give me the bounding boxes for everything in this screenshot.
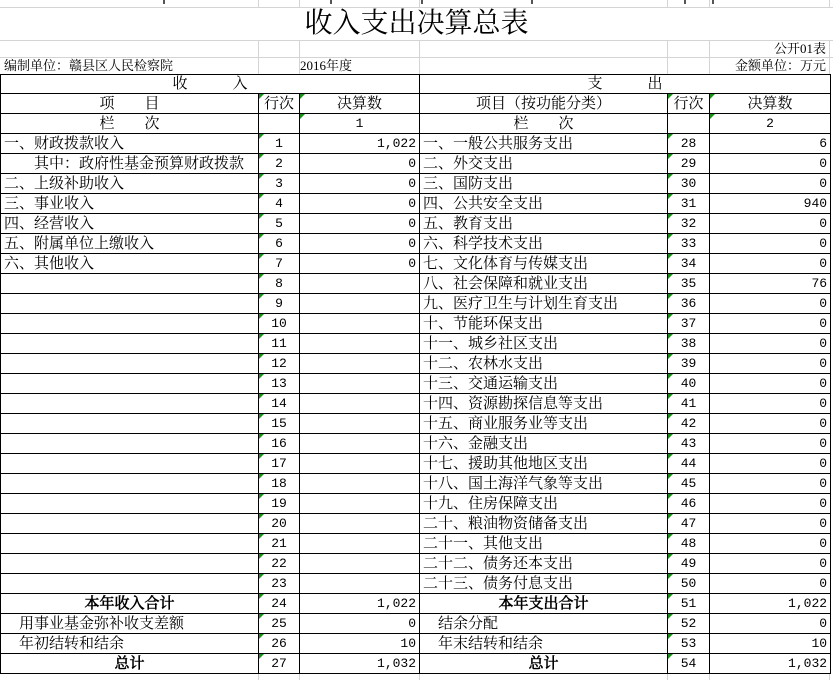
income-total-amount[interactable]: 1,032: [300, 654, 420, 674]
expenditure-amount-cell[interactable]: 0: [710, 494, 831, 514]
income-row-number-cell[interactable]: 16: [259, 434, 300, 454]
income-amount-cell[interactable]: 0: [300, 254, 420, 274]
income-amount-cell[interactable]: [300, 314, 420, 334]
income-amount-cell[interactable]: [300, 294, 420, 314]
expenditure-amount-cell[interactable]: 10: [710, 634, 831, 654]
expenditure-row-number-cell[interactable]: 32: [668, 214, 710, 234]
income-amount-cell[interactable]: 10: [300, 634, 420, 654]
expenditure-row-number-cell[interactable]: 31: [668, 194, 710, 214]
income-item-cell[interactable]: [1, 374, 259, 394]
table-row: [1, 254, 831, 274]
income-row-number-cell[interactable]: 26: [259, 634, 300, 654]
table-row: [1, 154, 831, 174]
expenditure-item-cell[interactable]: 十一、城乡社区支出: [420, 334, 668, 354]
income-amount-cell[interactable]: [300, 474, 420, 494]
expenditure-subtotal-amount[interactable]: 1,022: [710, 594, 831, 614]
income-amount-cell[interactable]: [300, 534, 420, 554]
gridline: [667, 0, 668, 7]
income-row-number-cell[interactable]: 7: [259, 254, 300, 274]
gridline: [829, 674, 830, 680]
income-row-number-cell[interactable]: 27: [259, 654, 300, 674]
income-item-cell[interactable]: 年初结转和结余: [1, 634, 259, 654]
income-amount-cell[interactable]: [300, 574, 420, 594]
preparing-unit[interactable]: 编制单位：赣县区人民检察院: [4, 58, 174, 73]
income-item-cell[interactable]: [1, 394, 259, 414]
section-header-row: [1, 75, 831, 94]
subtotal-row: [1, 594, 831, 614]
income-row-number-cell[interactable]: 20: [259, 514, 300, 534]
expenditure-amount-cell[interactable]: 0: [710, 394, 831, 414]
income-row-number-cell[interactable]: 21: [259, 534, 300, 554]
income-row-number-cell[interactable]: 10: [259, 314, 300, 334]
gridline: [709, 40, 710, 74]
table-row: [1, 554, 831, 574]
table-row: [1, 134, 831, 154]
expenditure-item-cell[interactable]: 二十三、债务付息支出: [420, 574, 668, 594]
income-item-cell[interactable]: [1, 454, 259, 474]
expenditure-row-number-cell[interactable]: 53: [668, 634, 710, 654]
amount-unit[interactable]: 金额单位：万元: [734, 58, 826, 73]
expenditure-row-number-cell[interactable]: 43: [668, 434, 710, 454]
expenditure-item-cell[interactable]: 二、外交支出: [420, 154, 668, 174]
income-row-number-cell[interactable]: 11: [259, 334, 300, 354]
income-row-number-cell[interactable]: 15: [259, 414, 300, 434]
gridline: [829, 0, 830, 7]
income-row-number-cell[interactable]: 12: [259, 354, 300, 374]
fiscal-year[interactable]: 2016年度: [300, 58, 353, 73]
expenditure-amount-cell[interactable]: 0: [710, 614, 831, 634]
table-row: [1, 194, 831, 214]
income-amount-cell[interactable]: [300, 354, 420, 374]
income-item-cell[interactable]: 二、上级补助收入: [1, 174, 259, 194]
table-row: [1, 374, 831, 394]
expenditure-amount-cell[interactable]: 0: [710, 474, 831, 494]
expenditure-item-cell[interactable]: 十六、金融支出: [420, 434, 668, 454]
expenditure-total-amount[interactable]: 1,032: [710, 654, 831, 674]
income-item-cell[interactable]: 六、其他收入: [1, 254, 259, 274]
gridline: [258, 674, 259, 680]
expenditure-item-cell[interactable]: 十七、援助其他地区支出: [420, 454, 668, 474]
expenditure-amount-cell[interactable]: 0: [710, 534, 831, 554]
gridline: [667, 40, 668, 74]
table-row: [1, 334, 831, 354]
expenditure-amount-cell[interactable]: 0: [710, 454, 831, 474]
table-row: [1, 514, 831, 534]
income-row-number-cell[interactable]: 24: [259, 594, 300, 614]
table-row: [1, 474, 831, 494]
sheet-title[interactable]: 收入支出决算总表: [304, 8, 529, 39]
income-row-number-cell[interactable]: 6: [259, 234, 300, 254]
expenditure-item-cell[interactable]: 十、节能环保支出: [420, 314, 668, 334]
clipped-glyph-fragment: [712, 0, 714, 4]
expenditure-amount-header[interactable]: 决算数: [710, 94, 831, 114]
expenditure-amount-cell[interactable]: 0: [710, 434, 831, 454]
income-row-number-cell[interactable]: 8: [259, 274, 300, 294]
clipped-glyph-fragment: [421, 0, 423, 4]
income-item-cell[interactable]: 三、事业收入: [1, 194, 259, 214]
income-row-number-cell[interactable]: 3: [259, 174, 300, 194]
expenditure-item-cell[interactable]: 十五、商业服务业等支出: [420, 414, 668, 434]
income-amount-cell[interactable]: [300, 454, 420, 474]
expenditure-total-label[interactable]: 总计: [420, 654, 668, 674]
expenditure-row-number-cell[interactable]: 51: [668, 594, 710, 614]
income-amount-cell[interactable]: 0: [300, 194, 420, 214]
gridline: [419, 40, 420, 74]
income-item-cell[interactable]: 四、经营收入: [1, 214, 259, 234]
income-amount-cell[interactable]: 0: [300, 614, 420, 634]
expenditure-row-number-cell[interactable]: 29: [668, 154, 710, 174]
expenditure-amount-cell[interactable]: 0: [710, 214, 831, 234]
income-amount-cell[interactable]: [300, 334, 420, 354]
income-item-cell[interactable]: 用事业基金弥补收支差额: [1, 614, 259, 634]
income-row-number-cell[interactable]: 13: [259, 374, 300, 394]
table-row: [1, 614, 831, 634]
expenditure-item-cell[interactable]: 二十二、债务还本支出: [420, 554, 668, 574]
expenditure-row-number-cell[interactable]: 49: [668, 554, 710, 574]
expenditure-row-number-cell[interactable]: 41: [668, 394, 710, 414]
expenditure-amount-cell[interactable]: 0: [710, 254, 831, 274]
expenditure-row-number-cell[interactable]: 37: [668, 314, 710, 334]
table-row: [1, 394, 831, 414]
expenditure-amount-cell[interactable]: 940: [710, 194, 831, 214]
income-row-number-cell[interactable]: 9: [259, 294, 300, 314]
income-column-number[interactable]: 1: [300, 114, 420, 134]
expenditure-amount-cell[interactable]: 76: [710, 274, 831, 294]
expenditure-item-cell[interactable]: 八、社会保障和就业支出: [420, 274, 668, 294]
column-order-row: [1, 114, 831, 134]
expenditure-item-cell[interactable]: 十九、住房保障支出: [420, 494, 668, 514]
clipped-next-row: [0, 674, 833, 680]
income-item-cell[interactable]: [1, 574, 259, 594]
income-amount-cell[interactable]: 1,022: [300, 134, 420, 154]
income-subtotal-label[interactable]: 本年收入合计: [1, 594, 259, 614]
expenditure-column-order-label[interactable]: 栏 次: [420, 114, 668, 134]
income-amount-cell[interactable]: 0: [300, 214, 420, 234]
income-row-number-cell[interactable]: 25: [259, 614, 300, 634]
income-row-number-cell[interactable]: 17: [259, 454, 300, 474]
income-total-label[interactable]: 总计: [1, 654, 259, 674]
expenditure-amount-cell[interactable]: 0: [710, 514, 831, 534]
income-amount-cell[interactable]: 0: [300, 234, 420, 254]
empty-cell[interactable]: [668, 114, 710, 134]
income-item-cell[interactable]: 一、财政拨款收入: [1, 134, 259, 154]
income-section-header[interactable]: 收 入: [1, 75, 420, 94]
expenditure-item-cell[interactable]: 结余分配: [420, 614, 668, 634]
expenditure-row-number-cell[interactable]: 36: [668, 294, 710, 314]
gridline: [709, 674, 710, 680]
income-item-cell[interactable]: 其中：政府性基金预算财政拨款: [1, 154, 259, 174]
income-item-cell[interactable]: [1, 434, 259, 454]
expenditure-row-number-cell[interactable]: 48: [668, 534, 710, 554]
total-row: [1, 654, 831, 674]
gridline: [299, 0, 300, 7]
expenditure-section-header[interactable]: 支 出: [420, 75, 831, 94]
expenditure-item-cell[interactable]: 十二、农林水支出: [420, 354, 668, 374]
empty-cell[interactable]: [259, 114, 300, 134]
expenditure-row-number-cell[interactable]: 50: [668, 574, 710, 594]
gridline: [709, 0, 710, 7]
expenditure-row-number-cell[interactable]: 44: [668, 454, 710, 474]
income-item-cell[interactable]: [1, 494, 259, 514]
table-row: [1, 634, 831, 654]
expenditure-item-cell[interactable]: 十八、国土海洋气象等支出: [420, 474, 668, 494]
table-row: [1, 314, 831, 334]
table-row: [1, 294, 831, 314]
income-amount-cell[interactable]: [300, 414, 420, 434]
income-row-number-cell[interactable]: 5: [259, 214, 300, 234]
income-amount-cell[interactable]: [300, 494, 420, 514]
income-item-cell[interactable]: [1, 334, 259, 354]
income-item-cell[interactable]: [1, 354, 259, 374]
clipped-glyph-fragment: [684, 0, 686, 4]
gridline: [829, 40, 830, 74]
expenditure-row-no-header[interactable]: 行次: [668, 94, 710, 114]
expenditure-item-header[interactable]: 项目（按功能分类）: [420, 94, 668, 114]
expenditure-item-cell[interactable]: 一、一般公共服务支出: [420, 134, 668, 154]
expenditure-amount-cell[interactable]: 0: [710, 414, 831, 434]
expenditure-row-number-cell[interactable]: 40: [668, 374, 710, 394]
expenditure-amount-cell[interactable]: 0: [710, 374, 831, 394]
expenditure-amount-cell[interactable]: 0: [710, 354, 831, 374]
table-row: [1, 234, 831, 254]
income-row-number-cell[interactable]: 2: [259, 154, 300, 174]
income-row-number-cell[interactable]: 14: [259, 394, 300, 414]
table-row: [1, 214, 831, 234]
table-row: [1, 534, 831, 554]
expenditure-row-number-cell[interactable]: 30: [668, 174, 710, 194]
income-amount-cell[interactable]: 0: [300, 174, 420, 194]
expenditure-item-cell[interactable]: 年末结转和结余: [420, 634, 668, 654]
expenditure-row-number-cell[interactable]: 28: [668, 134, 710, 154]
table-row: [1, 454, 831, 474]
adjustment-items: [1, 614, 831, 654]
expenditure-row-number-cell[interactable]: 54: [668, 654, 710, 674]
income-item-cell[interactable]: [1, 514, 259, 534]
income-column-order-label[interactable]: 栏 次: [1, 114, 259, 134]
income-item-cell[interactable]: [1, 534, 259, 554]
expenditure-amount-cell[interactable]: 0: [710, 574, 831, 594]
table-row: [1, 494, 831, 514]
income-item-cell[interactable]: [1, 554, 259, 574]
expenditure-item-cell[interactable]: 七、文化体育与传媒支出: [420, 254, 668, 274]
expenditure-item-cell[interactable]: 五、教育支出: [420, 214, 668, 234]
expenditure-column-number[interactable]: 2: [710, 114, 831, 134]
column-header-row: [1, 94, 831, 114]
expenditure-row-number-cell[interactable]: 34: [668, 254, 710, 274]
expenditure-row-number-cell[interactable]: 45: [668, 474, 710, 494]
total-section: [1, 654, 831, 674]
expenditure-amount-cell[interactable]: 6: [710, 134, 831, 154]
expenditure-row-number-cell[interactable]: 52: [668, 614, 710, 634]
clipped-previous-row: [0, 0, 833, 7]
income-row-number-cell[interactable]: 22: [259, 554, 300, 574]
income-amount-cell[interactable]: [300, 274, 420, 294]
table-header: [1, 75, 831, 134]
income-amount-cell[interactable]: [300, 374, 420, 394]
table-row: [1, 574, 831, 594]
table-row: [1, 174, 831, 194]
income-amount-cell[interactable]: 0: [300, 154, 420, 174]
table-row: [1, 414, 831, 434]
income-row-number-cell[interactable]: 1: [259, 134, 300, 154]
gridline: [667, 674, 668, 680]
income-amount-cell[interactable]: [300, 434, 420, 454]
expenditure-item-cell[interactable]: 九、医疗卫生与计划生育支出: [420, 294, 668, 314]
expenditure-subtotal-label[interactable]: 本年支出合计: [420, 594, 668, 614]
income-amount-cell[interactable]: [300, 554, 420, 574]
expenditure-item-cell[interactable]: 二十一、其他支出: [420, 534, 668, 554]
income-amount-header[interactable]: 决算数: [300, 94, 420, 114]
income-row-number-cell[interactable]: 23: [259, 574, 300, 594]
gridline: [419, 0, 420, 7]
expenditure-row-number-cell[interactable]: 38: [668, 334, 710, 354]
expenditure-row-number-cell[interactable]: 33: [668, 234, 710, 254]
income-item-cell[interactable]: [1, 294, 259, 314]
expenditure-amount-cell[interactable]: 0: [710, 334, 831, 354]
expenditure-item-cell[interactable]: 十四、资源勘探信息等支出: [420, 394, 668, 414]
income-item-cell[interactable]: 五、附属单位上缴收入: [1, 234, 259, 254]
income-item-header[interactable]: 项 目: [1, 94, 259, 114]
clipped-glyph-fragment: [163, 0, 165, 4]
income-item-cell[interactable]: [1, 314, 259, 334]
clipped-glyph-fragment: [531, 0, 533, 4]
expenditure-row-number-cell[interactable]: 35: [668, 274, 710, 294]
income-row-number-cell[interactable]: 19: [259, 494, 300, 514]
table-row: [1, 434, 831, 454]
expenditure-item-cell[interactable]: 二十、粮油物资储备支出: [420, 514, 668, 534]
summary-table: [0, 74, 831, 674]
income-subtotal-amount[interactable]: 1,022: [300, 594, 420, 614]
clipped-glyph-fragment: [330, 0, 332, 4]
expenditure-item-cell[interactable]: 三、国防支出: [420, 174, 668, 194]
form-code[interactable]: 公开01表: [773, 41, 826, 56]
subtotal-section: [1, 594, 831, 614]
income-amount-cell[interactable]: [300, 514, 420, 534]
income-row-number-cell[interactable]: 4: [259, 194, 300, 214]
expenditure-row-number-cell[interactable]: 42: [668, 414, 710, 434]
income-row-number-cell[interactable]: 18: [259, 474, 300, 494]
income-item-cell[interactable]: [1, 274, 259, 294]
expenditure-item-cell[interactable]: 四、公共安全支出: [420, 194, 668, 214]
income-item-cell[interactable]: [1, 474, 259, 494]
gridline: [258, 0, 259, 7]
line-items: [1, 134, 831, 594]
income-row-no-header[interactable]: 行次: [259, 94, 300, 114]
income-item-cell[interactable]: [1, 414, 259, 434]
expenditure-item-cell[interactable]: 十三、交通运输支出: [420, 374, 668, 394]
gridline: [299, 674, 300, 680]
table-row: [1, 354, 831, 374]
table-row: [1, 274, 831, 294]
expenditure-amount-cell[interactable]: 0: [710, 234, 831, 254]
expenditure-row-number-cell[interactable]: 39: [668, 354, 710, 374]
income-amount-cell[interactable]: [300, 394, 420, 414]
expenditure-amount-cell[interactable]: 0: [710, 294, 831, 314]
gridline: [258, 40, 259, 74]
expenditure-row-number-cell[interactable]: 46: [668, 494, 710, 514]
expenditure-amount-cell[interactable]: 0: [710, 554, 831, 574]
gridline: [419, 674, 420, 680]
expenditure-amount-cell[interactable]: 0: [710, 154, 831, 174]
expenditure-amount-cell[interactable]: 0: [710, 174, 831, 194]
expenditure-amount-cell[interactable]: 0: [710, 314, 831, 334]
expenditure-item-cell[interactable]: 六、科学技术支出: [420, 234, 668, 254]
expenditure-row-number-cell[interactable]: 47: [668, 514, 710, 534]
